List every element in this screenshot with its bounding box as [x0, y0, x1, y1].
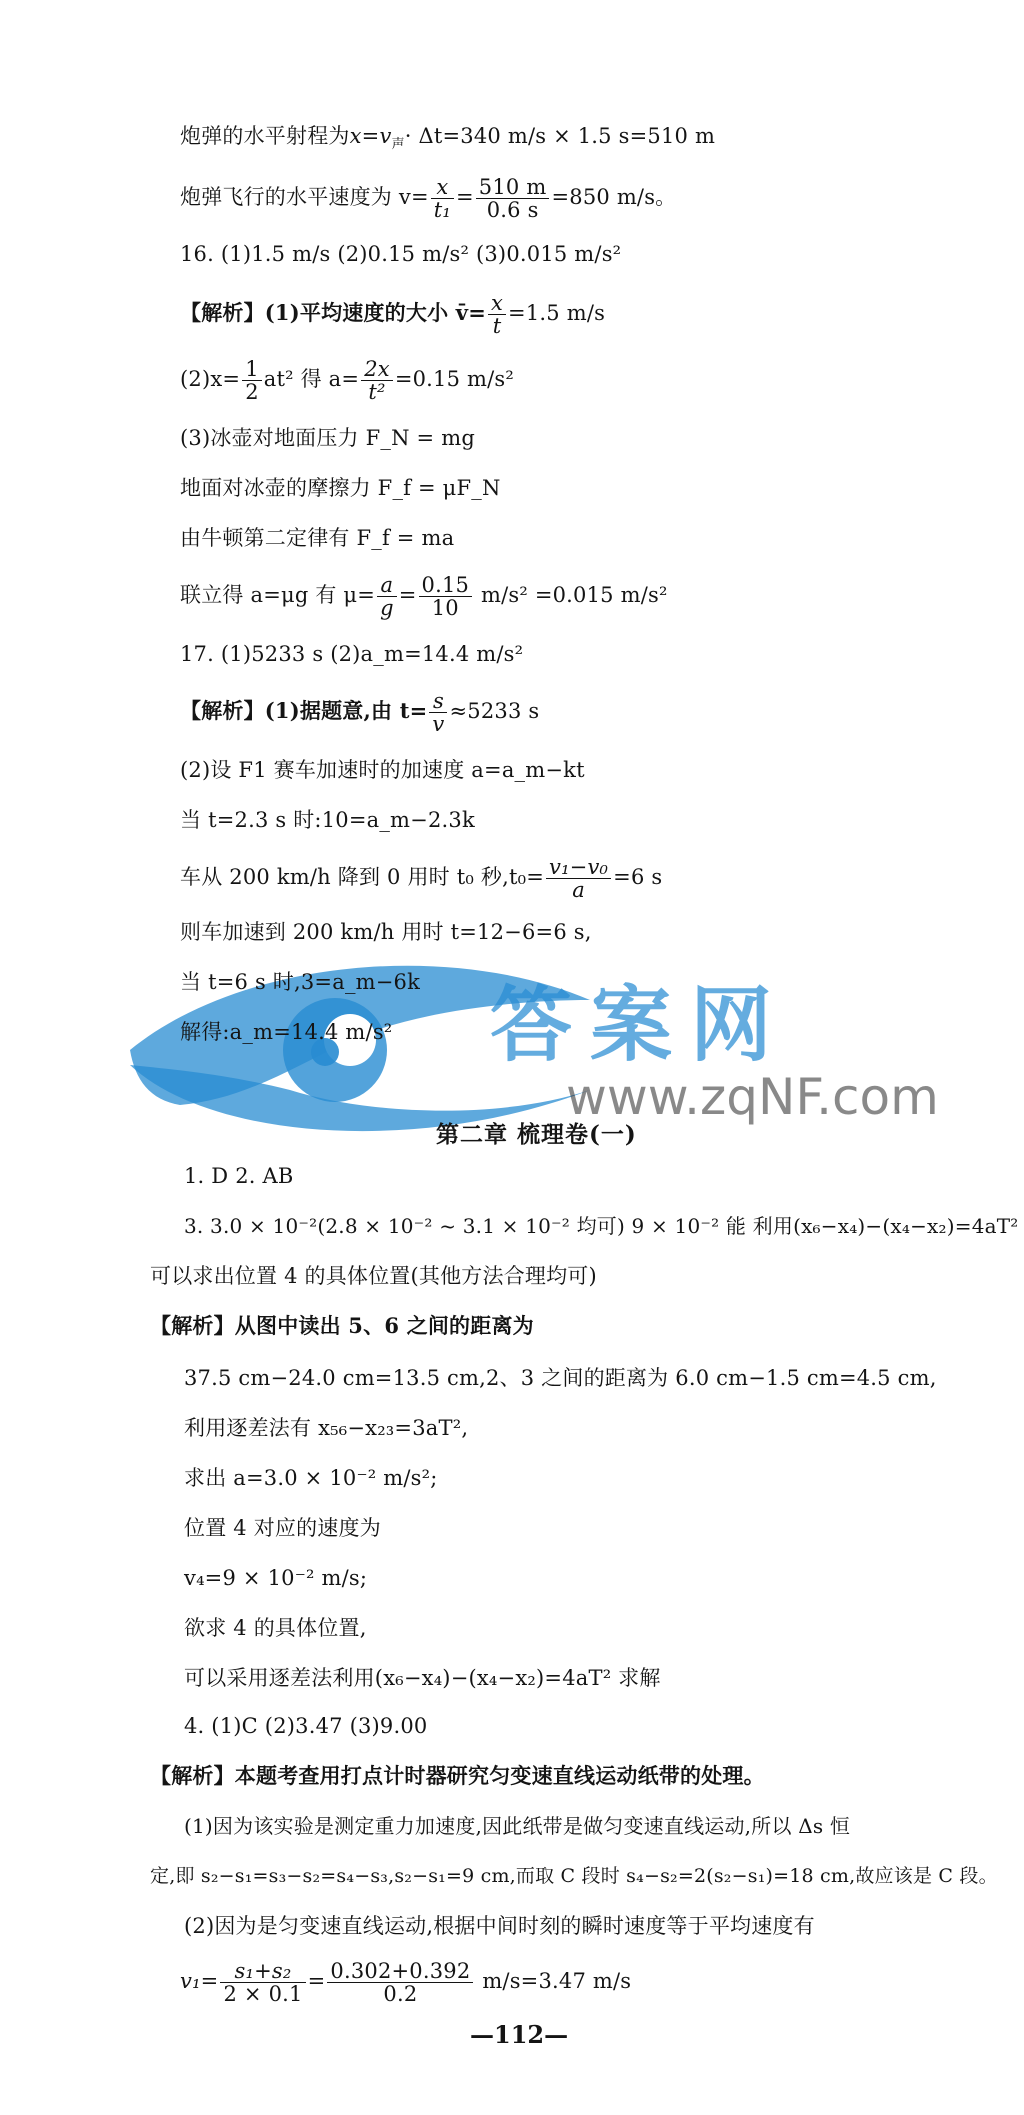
formula-line: 车从 200 km/h 降到 0 用时 t₀ 秒,t₀= $\frac{\text{v₁−v₀}}{a}$ =6 s — [180, 855, 663, 902]
answer-4: 4. (1)C (2)3.47 (3)9.00 — [184, 1714, 428, 1738]
page-number: —112— — [470, 2020, 569, 2049]
text-line: 37.5 cm−24.0 cm=13.5 cm,2、3 之间的距离为 6.0 cm−1.5 cm=4.5 cm, — [184, 1366, 937, 1390]
chapter-heading: 第二章 梳理卷(一) — [436, 1121, 637, 1148]
watermark-url: www.zqNF.com — [566, 1068, 939, 1126]
text-line: 地面对冰壶的摩擦力 F_f = μF_N — [180, 476, 501, 500]
text-line: 求出 a=3.0 × 10⁻² m/s²; — [184, 1466, 438, 1490]
answer-17: 17. (1)5233 s (2)a_m=14.4 m/s² — [180, 642, 524, 666]
text-line: (2)因为是匀变速直线运动,根据中间时刻的瞬时速度等于平均速度有 — [184, 1914, 815, 1938]
text-line: v₄=9 × 10⁻² m/s; — [184, 1566, 368, 1590]
text-line: 当 t=6 s 时,3=a_m−6k — [180, 970, 421, 994]
fraction: $\frac{\text{s₁+s₂}}{2 \times 0.1}$ — [220, 1960, 305, 2005]
analysis-heading: 【解析】从图中读出 5、6 之间的距离为 — [150, 1313, 534, 1338]
formula-line: 【解析】(1)据题意,由 t= $\frac{s}{v}$ ≈5233 s — [180, 689, 540, 736]
fraction: $\frac{1}{2}$ — [242, 358, 262, 403]
analysis-heading: 【解析】本题考查用打点计时器研究匀变速直线运动纸带的处理。 — [150, 1763, 765, 1788]
text-line: 定,即 s₂−s₁=s₃−s₂=s₄−s₃,s₂−s₁=9 cm,而取 C 段时 s₄−s₂=2(s₂−s₁)=18 cm,故应该是 C 段。 — [150, 1865, 998, 1887]
fraction: $\frac{\text{v₁−v₀}}{a}$ — [546, 856, 611, 901]
fraction: $\frac{a}{g}$ — [377, 574, 397, 619]
fraction: $\frac{0.15}{10}$ — [419, 574, 473, 619]
text-line: 由牛顿第二定律有 F_f = ma — [180, 526, 455, 550]
text-line: (2)设 F1 赛车加速时的加速度 a=a_m−kt — [180, 758, 585, 782]
text-line: (3)冰壶对地面压力 F_N = mg — [180, 426, 475, 450]
answer-1-2: 1. D 2. AB — [184, 1164, 294, 1188]
watermark-text: 答案网 — [490, 978, 791, 1073]
fraction: $\frac{x}{t}$ — [488, 292, 506, 337]
formula-line: 联立得 a=μg 有 μ= $\frac{a}{g}$ = $\frac{0.15}{10}$ m/s² =0.015 m/s² — [180, 573, 668, 620]
formula-line: v₁= $\frac{\text{s₁+s₂}}{2 \times 0.1}$ = $\frac{0.302+0.392}{0.2}$ m/s=3.47 m/s — [180, 1959, 632, 2006]
text-line: 位置 4 对应的速度为 — [184, 1516, 381, 1540]
formula-line: 炮弹飞行的水平速度为 v= $\frac{x}{\text{t₁}}$ = $\frac{510 m}{0.6 s}$ =850 m/s。 — [180, 175, 677, 222]
text-line: 解得:a_m=14.4 m/s² — [180, 1020, 393, 1044]
formula-line: (2)x= $\frac{1}{2}$ at² 得 a= $\frac{2x}{\text{t²}}$ =0.15 m/s² — [180, 357, 515, 404]
text-line: 可以采用逐差法利用(x₆−x₄)−(x₄−x₂)=4aT² 求解 — [184, 1666, 661, 1690]
fraction: $\frac{2x}{\text{t²}}$ — [361, 358, 393, 403]
text-line: 则车加速到 200 km/h 用时 t=12−6=6 s, — [180, 920, 592, 944]
formula-line: 【解析】(1)平均速度的大小 v̄= $\frac{x}{t}$ =1.5 m/s — [180, 291, 606, 338]
answer-16: 16. (1)1.5 m/s (2)0.15 m/s² (3)0.015 m/s² — [180, 242, 622, 266]
text-line: 利用逐差法有 x₅₆−x₂₃=3aT², — [184, 1416, 469, 1440]
text-line: 可以求出位置 4 的具体位置(其他方法合理均可) — [150, 1264, 597, 1288]
text-line: 炮弹的水平射程为$x=v_声\cdot \Delta t=340$ m/s × 1.5 s=510 m — [180, 124, 716, 153]
text-line: (1)因为该实验是测定重力加速度,因此纸带是做匀变速直线运动,所以 Δs 恒 — [184, 1814, 851, 1838]
fraction: $\frac{x}{\text{t₁}}$ — [431, 176, 454, 221]
text-line: 欲求 4 的具体位置, — [184, 1616, 367, 1640]
fraction: $\frac{s}{v}$ — [429, 690, 447, 735]
fraction: $\frac{0.302+0.392}{0.2}$ — [327, 1960, 473, 2005]
answer-3: 3. 3.0 × 10⁻²(2.8 × 10⁻² ~ 3.1 × 10⁻² 均可) 9 × 10⁻² 能 利用(x₆−x₄)−(x₄−x₂)=4aT² — [184, 1214, 1019, 1238]
fraction: $\frac{510 m}{0.6 s}$ — [476, 176, 550, 221]
text-line: 当 t=2.3 s 时:10=a_m−2.3k — [180, 808, 475, 832]
